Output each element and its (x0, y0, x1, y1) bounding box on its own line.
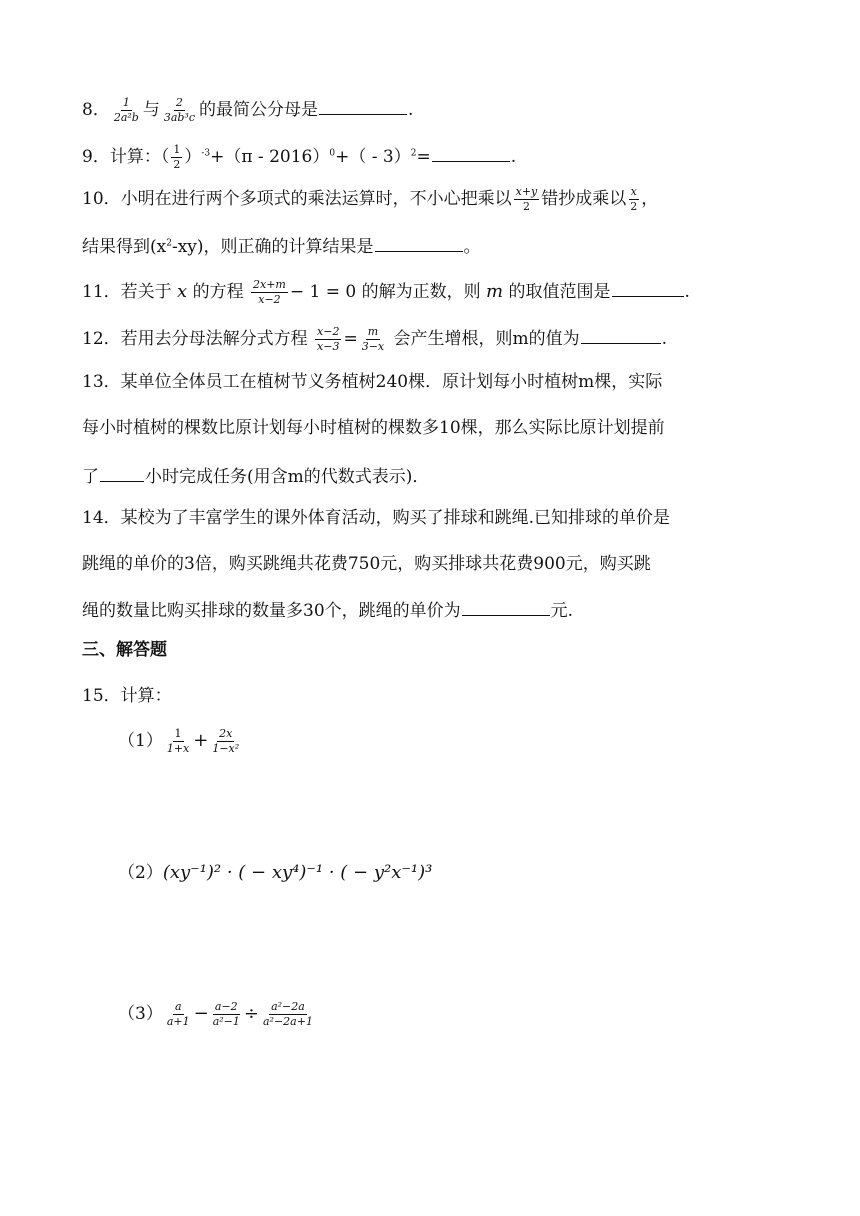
question-11 (82, 278, 690, 306)
question-12 (82, 325, 667, 353)
fraction-denominator: 1+x (166, 742, 190, 755)
fraction-numerator: 2 (175, 96, 183, 109)
fraction-denominator: a²−1 (212, 1015, 240, 1028)
exponent: 0 (329, 148, 336, 159)
question-text: 的最简公分母是 (199, 100, 319, 120)
answer-blank[interactable] (375, 233, 463, 252)
fraction-numerator: 1 (122, 96, 130, 109)
fraction (360, 326, 386, 353)
fraction-denominator: 3ab³c (163, 111, 196, 124)
paren: ） (184, 147, 202, 167)
fraction-numerator: x−2 (317, 325, 340, 338)
fraction-numerator: a²−2a (271, 1000, 305, 1013)
punctuation: . (684, 282, 690, 302)
question-15-part-3 (118, 1001, 317, 1028)
fraction (315, 326, 341, 353)
question-13-line-3 (82, 463, 429, 488)
section-heading: 三、解答题 (82, 640, 167, 660)
fraction-denominator: 2 (630, 200, 638, 213)
punctuation: . (408, 100, 414, 120)
question-text: 9．计算： (82, 147, 161, 167)
fraction-denominator: x−3 (317, 340, 340, 353)
question-text: +（ - 3） (335, 147, 411, 167)
fraction (261, 1001, 315, 1028)
fraction (165, 728, 191, 755)
fraction (628, 186, 639, 213)
exponent: -3 (201, 148, 211, 159)
question-text: 会产生增根，则m的值为 (393, 329, 580, 349)
question-text: 12．若用去分母法解分式方程 (82, 329, 308, 349)
answer-blank[interactable] (319, 96, 407, 115)
fraction-numerator: 1 (174, 727, 182, 740)
fraction-numerator: 2x (219, 727, 233, 740)
question-14-line-1: 14．某校为了丰富学生的课外体育活动，购买了排球和跳绳.已知排球的单价是 (82, 508, 671, 528)
question-text: 的解为正数，则 (361, 282, 481, 302)
question-13-line-2: 每小时植树的棵数比原计划每小时植树的棵数多10棵，那么实际比原计划提前 (82, 418, 665, 438)
punctuation: 。 (463, 237, 481, 257)
answer-blank[interactable] (432, 143, 510, 162)
question-10-line-1 (82, 186, 658, 213)
fraction-numerator: x (630, 185, 637, 198)
punctuation: . (661, 329, 668, 349)
fraction-denominator: 1−x² (212, 742, 240, 755)
fraction-denominator: 2 (522, 200, 530, 213)
fraction (210, 728, 241, 755)
question-9 (82, 143, 516, 171)
exponent: 2 (166, 238, 172, 249)
question-8 (82, 96, 413, 124)
answer-blank[interactable] (100, 463, 144, 482)
question-10-line-2 (82, 233, 481, 258)
answer-blank[interactable] (581, 325, 661, 344)
question-text: 与 (142, 100, 160, 120)
question-text: 结果得到(x (82, 237, 167, 257)
punctuation: . (510, 147, 517, 167)
question-14-line-3 (82, 597, 573, 622)
fraction-numerator: m (367, 325, 379, 338)
fraction-numerator: x+y (515, 185, 538, 198)
question-15-title: 15．计算： (82, 686, 172, 706)
question-text: 错抄成乘以 (541, 189, 627, 209)
question-14-line-2: 跳绳的单价的3倍，购买跳绳共花费750元，购买排球共花费900元，购买跳 (82, 554, 651, 574)
fraction-numerator: 2x+m (253, 278, 286, 291)
fraction (211, 1001, 242, 1028)
operator: − (193, 1003, 209, 1024)
question-text: 小时完成任务(用含m的代数式表示)． (145, 467, 430, 487)
question-text: = (416, 147, 431, 167)
question-text: 了 (82, 467, 99, 487)
operator: + (193, 730, 209, 751)
fraction-denominator: 2a²b (113, 111, 139, 124)
question-text: -xy)，则正确的计算结果是 (171, 237, 374, 257)
fraction-denominator: a+1 (166, 1015, 190, 1028)
fraction (112, 97, 141, 124)
math-expression: = (343, 329, 358, 349)
fraction-numerator: a (174, 1000, 182, 1013)
question-text: +（π - 2016） (210, 147, 330, 167)
paren: （ (160, 147, 170, 167)
part-label: （3） (118, 1004, 163, 1024)
question-text: 元. (550, 601, 574, 621)
answer-blank[interactable] (462, 597, 550, 616)
part-label: （2） (118, 863, 163, 883)
question-15-part-2 (118, 862, 432, 884)
math-variable: m (486, 281, 504, 302)
fraction-denominator: 3−x (361, 340, 385, 353)
fraction-numerator: a−2 (214, 1000, 238, 1013)
fraction-denominator: x−2 (258, 293, 281, 306)
math-variable: x (177, 281, 188, 302)
question-number: 8． (82, 100, 110, 120)
question-text: 的取值范围是 (508, 282, 611, 302)
math-expression: − 1 = 0 (289, 282, 357, 302)
fraction (165, 1001, 192, 1028)
fraction-denominator: 2 (173, 158, 181, 171)
fraction (251, 279, 288, 306)
fraction-denominator: a²−2a+1 (262, 1015, 313, 1028)
fraction (514, 186, 540, 213)
answer-blank[interactable] (612, 278, 684, 297)
question-text: 11．若关于 (82, 282, 172, 302)
question-13-line-1: 13．某单位全体员工在植树节义务植树240棵．原计划每小时植树m棵，实际 (82, 372, 663, 392)
question-text: 绳的数量比购买排球的数量多30个，跳绳的单价为 (82, 601, 461, 621)
question-text: 10．小明在进行两个多项式的乘法运算时，不小心把乘以 (82, 189, 512, 209)
fraction (162, 97, 197, 124)
fraction (171, 144, 182, 171)
operator: ÷ (243, 1003, 259, 1024)
question-15-part-1 (118, 728, 243, 755)
question-text: 的方程 (192, 282, 244, 302)
math-expression: (xy⁻¹)² · ( − xy⁴)⁻¹ · ( − y²x⁻¹)³ (162, 862, 433, 883)
exponent: 2 (410, 148, 417, 159)
punctuation: ， (641, 189, 659, 209)
fraction-numerator: 1 (173, 143, 181, 156)
part-label: （1） (118, 731, 163, 751)
